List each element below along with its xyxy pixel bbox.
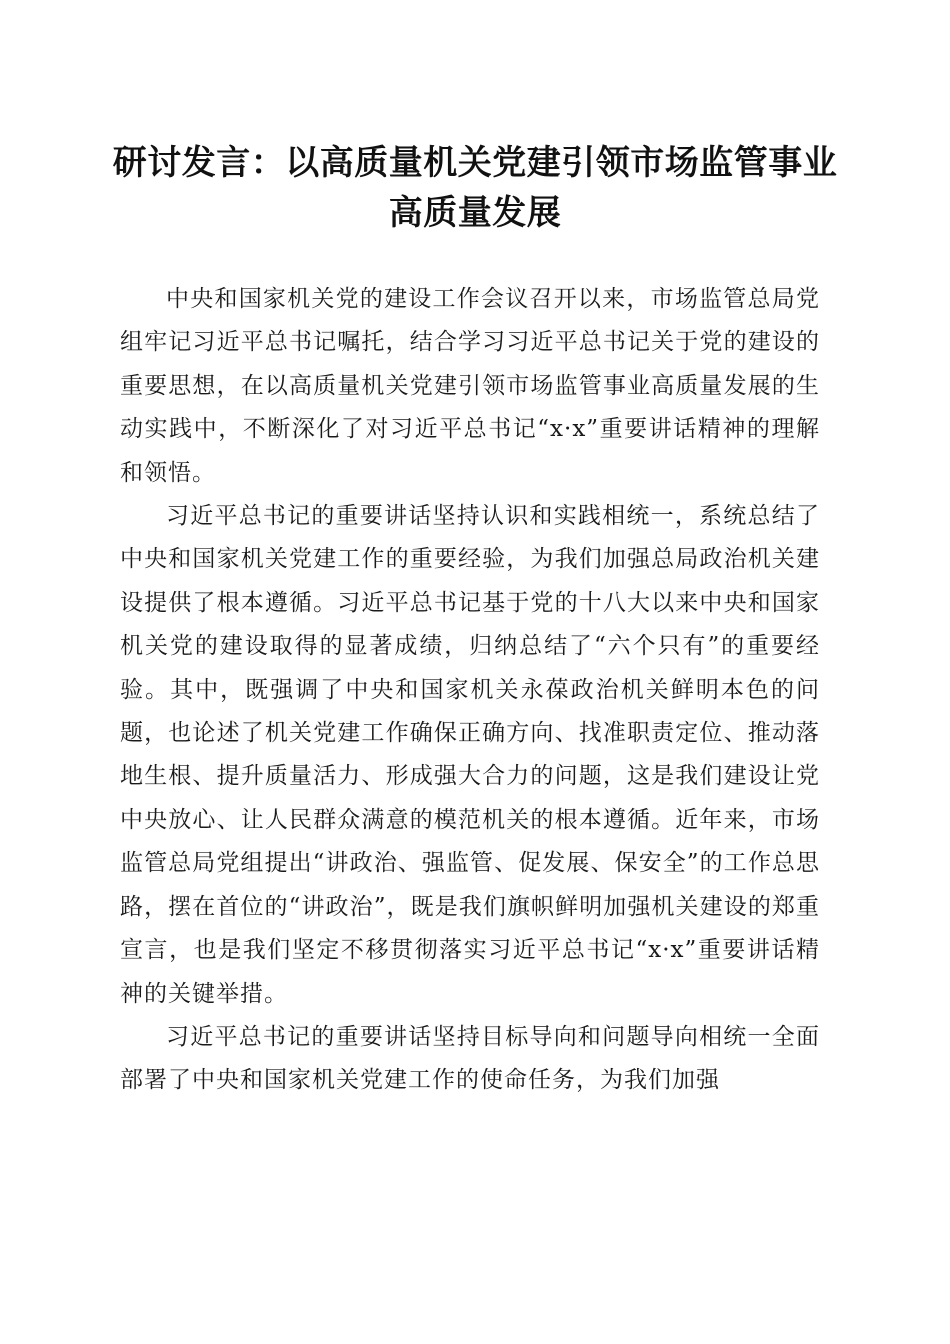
document-body <box>120 278 820 1103</box>
paragraph-3: 习近平总书记的重要讲话坚持目标导向和问题导向相统一全面部署了中央和国家机关党建工作的使命任务，为我们加强 <box>120 1023 820 1094</box>
paragraph-1: 中央和国家机关党的建设工作会议召开以来，市场监管总局党组牢记习近平总书记嘱托，结合学习习近平总书记关于党的建设的重要思想，在以高质量机关党建引领市场监管事业高质量发展的生动实践中，不断深化了对习近平总书记“x·x”重要讲话精神的理解和领悟。 <box>120 286 820 486</box>
paragraph-2: 习近平总书记的重要讲话坚持认识和实践相统一，系统总结了中央和国家机关党建工作的重要经验，为我们加强总局政治机关建设提供了根本遵循。习近平总书记基于党的十八大以来中央和国家机关党的建设取得的显著成绩，归纳总结了“六个只有”的重要经验。其中，既强调了中央和国家机关永葆政治机关鲜明本色的问题，也论述了机关党建工作确保正确方向、找准职责定位、推动落地生根、提升质量活力、形成强大合力的问题，这是我们建设让党中央放心、让人民群众满意的模范机关的根本遵循。近年来，市场监管总局党组提出“讲政治、强监管、促发展、保安全”的工作总思路，摆在首位的“讲政治”，既是我们旗帜鲜明加强机关建设的郑重宣言，也是我们坚定不移贯彻落实习近平总书记“x·x”重要讲话精神的关键举措。 <box>120 503 820 1007</box>
document-title: 研讨发言：以高质量机关党建引领市场监管事业高质量发展 <box>112 143 838 233</box>
